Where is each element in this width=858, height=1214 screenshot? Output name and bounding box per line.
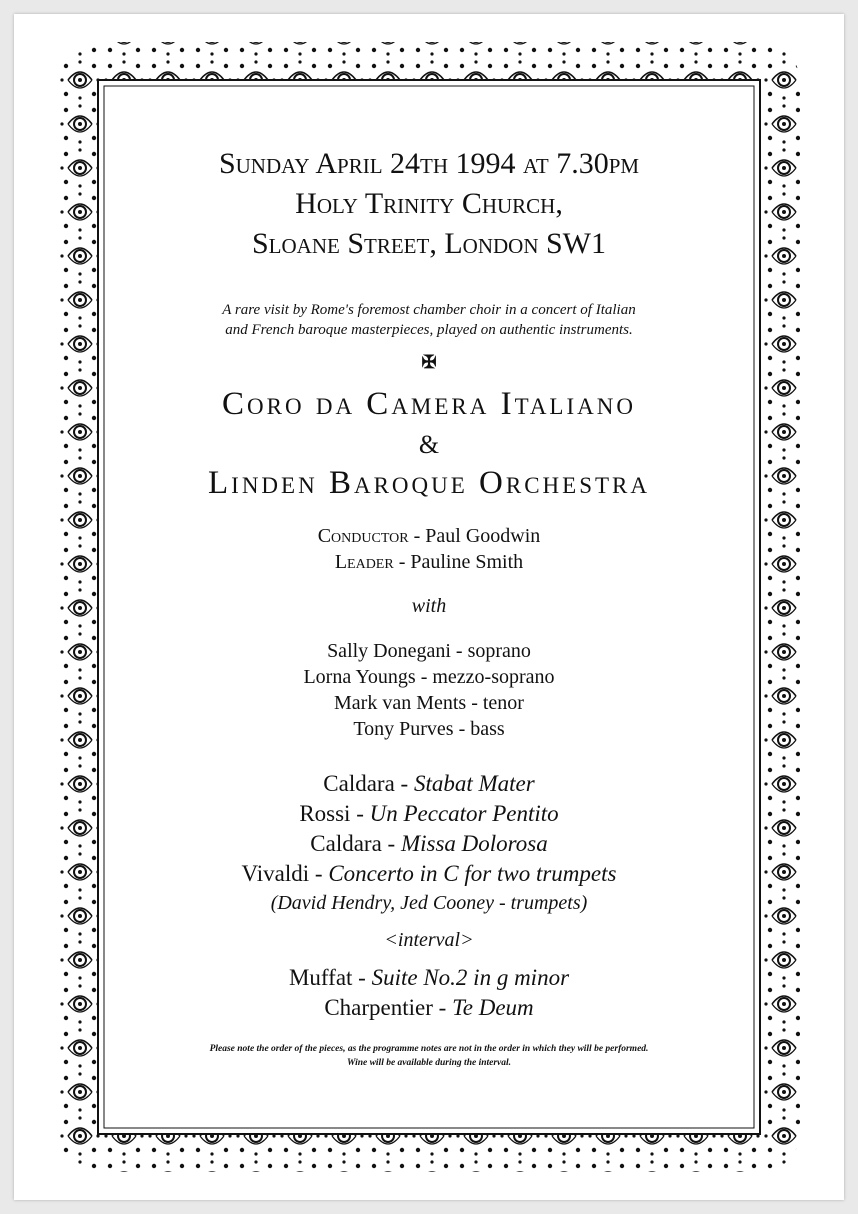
conductor-line xyxy=(106,524,752,548)
programme-item xyxy=(106,859,752,889)
leader-role: Leader xyxy=(334,551,394,573)
leader-name: Pauline Smith xyxy=(410,551,524,573)
work-title: Un Peccator Pentito xyxy=(369,801,559,826)
conductor-name: Paul Goodwin xyxy=(425,525,541,547)
separator: - xyxy=(352,965,372,990)
soloist-soprano: Sally Donegani - soprano xyxy=(327,640,531,662)
ampersand: & xyxy=(418,430,440,459)
leader-line xyxy=(106,550,752,574)
choir-name: Coro da Camera Italiano xyxy=(222,386,636,422)
interval-marker: <interval> xyxy=(384,929,474,951)
programme-content xyxy=(106,94,752,1120)
composer: Caldara xyxy=(310,831,382,856)
orchestra-name: Linden Baroque Orchestra xyxy=(208,465,650,501)
footnote-order: Please note the order of the pieces, as the programme notes are not in the order in which they will be performed. xyxy=(209,1044,649,1054)
trumpets-note: (David Hendry, Jed Cooney - trumpets) xyxy=(270,892,588,914)
programme-item xyxy=(106,993,752,1023)
composer: Rossi xyxy=(299,801,351,826)
footnote-wine: Wine will be available during the interval. xyxy=(346,1058,512,1068)
concert-description xyxy=(106,300,752,340)
separator: - xyxy=(309,861,329,886)
soloist-bass: Tony Purves - bass xyxy=(353,718,505,740)
event-date-time: Sunday April 24th 1994 at 7.30pm xyxy=(218,147,640,180)
programme-item xyxy=(106,829,752,859)
work-title: Suite No.2 in g minor xyxy=(371,965,570,990)
composer: Charpentier xyxy=(324,995,433,1020)
separator: - xyxy=(381,831,401,856)
soloist-mezzo: Lorna Youngs - mezzo-soprano xyxy=(303,666,555,688)
conductor-role: Conductor xyxy=(317,525,409,547)
work-title: Te Deum xyxy=(452,995,534,1020)
venue-address: Sloane Street, London SW1 xyxy=(252,227,606,260)
work-title: Missa Dolorosa xyxy=(400,831,548,856)
composer: Vivaldi xyxy=(241,861,310,886)
venue-name: Holy Trinity Church, xyxy=(295,187,563,220)
work-title: Stabat Mater xyxy=(413,771,535,796)
programme-sheet xyxy=(14,14,844,1200)
separator: - xyxy=(393,551,411,573)
description-line-2: and French baroque masterpieces, played on authentic instruments. xyxy=(225,322,633,338)
separator: - xyxy=(350,801,370,826)
description-line-1: A rare visit by Rome's foremost chamber choir in a concert of Italian xyxy=(222,302,636,318)
programme-item xyxy=(106,769,752,799)
work-title: Concerto in C for two trumpets xyxy=(328,861,617,886)
composer: Muffat xyxy=(288,965,353,990)
composer: Caldara xyxy=(323,771,395,796)
separator: - xyxy=(432,995,453,1020)
separator: - xyxy=(408,525,426,547)
cross-icon: ✠ xyxy=(421,352,437,372)
soloist-tenor: Mark van Ments - tenor xyxy=(334,692,524,714)
programme-item xyxy=(106,799,752,829)
separator: - xyxy=(394,771,414,796)
with-label: with xyxy=(411,595,447,617)
programme-item xyxy=(106,963,752,993)
